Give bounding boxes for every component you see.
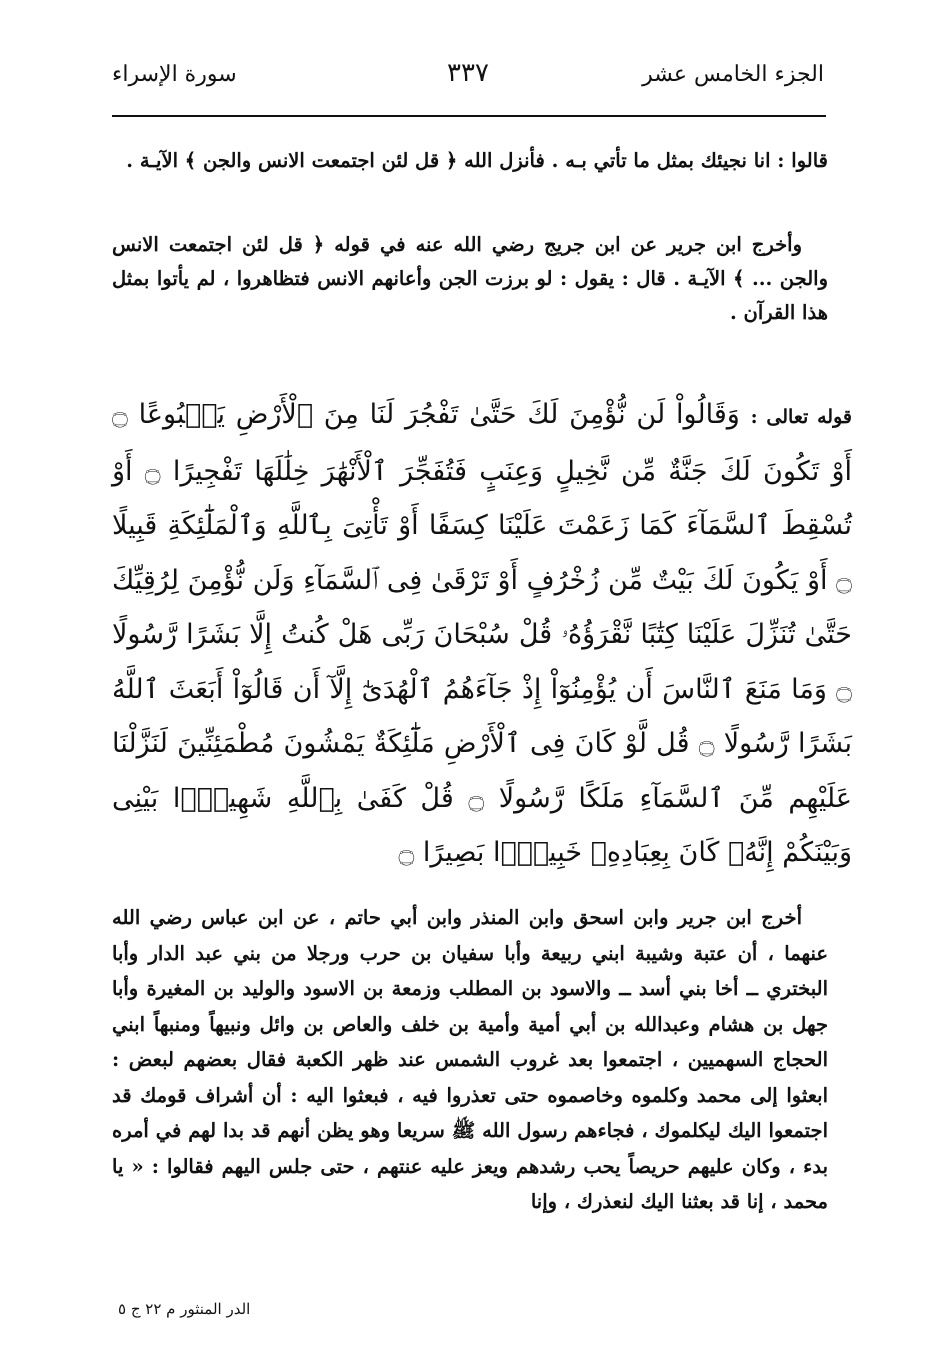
footnote-signature: الدر المنثور م ٢٢ ج ٥ — [118, 1300, 251, 1318]
page-header — [112, 58, 824, 102]
surah-title: سورة الإسراء — [112, 62, 237, 87]
paragraph-1: قالوا : انا نجيئك بمثل ما تأتي بـه . فأنزل الله ﴿ قل لئن اجتمعت الانس والجن ﴾ الآيـة . — [126, 149, 828, 172]
paragraph-2: وأخرج ابن جرير عن ابن جريج رضي الله عنه في قوله ﴿ قل لئن اجتمعت الانس والجن ... ﴾ الآيـة . قال : يقول : لو برزت الجن وأعانهم الانس فتظاهروا ، لم يأتوا بمثل هذا القرآن . — [112, 233, 828, 324]
header-divider — [112, 115, 826, 117]
part-title: الجزء الخامس عشر — [642, 62, 824, 87]
page-number: ٣٣٧ — [447, 58, 489, 88]
paragraph-3: أخرج ابن جرير وابن اسحق وابن المنذر وابن أبي حاتم ، عن ابن عباس رضي الله عنهما ، أن عتبة وشيبة ابني ربيعة وأبا سفيان بن حرب ورجلا من بني عبد الدار وأبا البختري ــ أخا بني أسد ــ والاسود بن المطلب وزمعة بن الاسود والوليد بن المغيرة وأبا جهل بن هشام وعبدالله بن أبي أمية وأمية بن خلف والعاص بن وائل ونبيهاً ومنبهاً ابني الحجاج السهميين ، اجتمعوا بعد غروب الشمس عند ظهر الكعبة فقال بعضهم لبعض : ابعثوا إلى محمد وكلموه وخاصموه حتى تعذروا فيه ، فبعثوا اليه : أن أشراف قومك قد اجتمعوا اليك ليكلموك ، فجاءهم رسول الله ﷺ سريعا وهو يظن أنهم قد بدا لهم في أمره بدء ، وكان عليهم حريصاً يحب رشدهم ويعز عليه عنتهم ، حتى جلس اليهم فقالوا : « يا محمد ، إنا قد بعثنا اليك لنعذرك ، وإنا — [112, 906, 828, 1213]
verse-text: وَقَالُواْ لَن نُّؤْمِنَ لَكَ حَتَّىٰ تَفْجُرَ لَنَا مِنَ ٱلْأَرْضِ يَنۢبُوعًا ۝ أَوْ تَكُونَ لَكَ جَنَّةٌ مِّن نَّخِيلٍ وَعِنَبٍ فَتُفَجِّرَ ٱلْأَنْهَٰرَ خِلَٰلَهَا تَفْجِيرًا ۝ أَوْ تُسْقِطَ ٱلسَّمَآءَ كَمَا زَعَمْتَ عَلَيْنَا كِسَفًا أَوْ تَأْتِىَ بِٱللَّهِ وَٱلْمَلَٰٓئِكَةِ قَبِيلًا ۝ أَوْ يَكُونَ لَكَ بَيْتٌ مِّن زُخْرُفٍ أَوْ تَرْقَىٰ فِى ٱلسَّمَآءِ وَلَن نُّؤْمِنَ لِرُقِيِّكَ حَتَّىٰ تُنَزِّلَ عَلَيْنَا كِتَٰبًا نَّقْرَؤُهُۥ قُلْ سُبْحَانَ رَبِّى هَلْ كُنتُ إِلَّا بَشَرًا رَّسُولًا ۝ وَمَا مَنَعَ ٱلنَّاسَ أَن يُؤْمِنُوٓاْ إِذْ جَآءَهُمُ ٱلْهُدَىٰٓ إِلَّآ أَن قَالُوٓاْ أَبَعَثَ ٱللَّهُ بَشَرًا رَّسُولًا ۝ قُل لَّوْ كَانَ فِى ٱلْأَرْضِ مَلَٰٓئِكَةٌ يَمْشُونَ مُطْمَئِنِّينَ لَنَزَّلْنَا عَلَيْهِم مِّنَ ٱلسَّمَآءِ مَلَكًا رَّسُولًا ۝ قُلْ كَفَىٰ بِٱللَّهِ شَهِيدًۢا بَيْنِى وَبَيْنَكُمْ إِنَّهُۥ كَانَ بِعِبَادِهِۦ خَبِيرًۢا بَصِيرًا ۝ — [112, 399, 853, 868]
quran-verses-block — [112, 388, 852, 881]
verse-intro: قوله تعالى : — [750, 406, 852, 428]
